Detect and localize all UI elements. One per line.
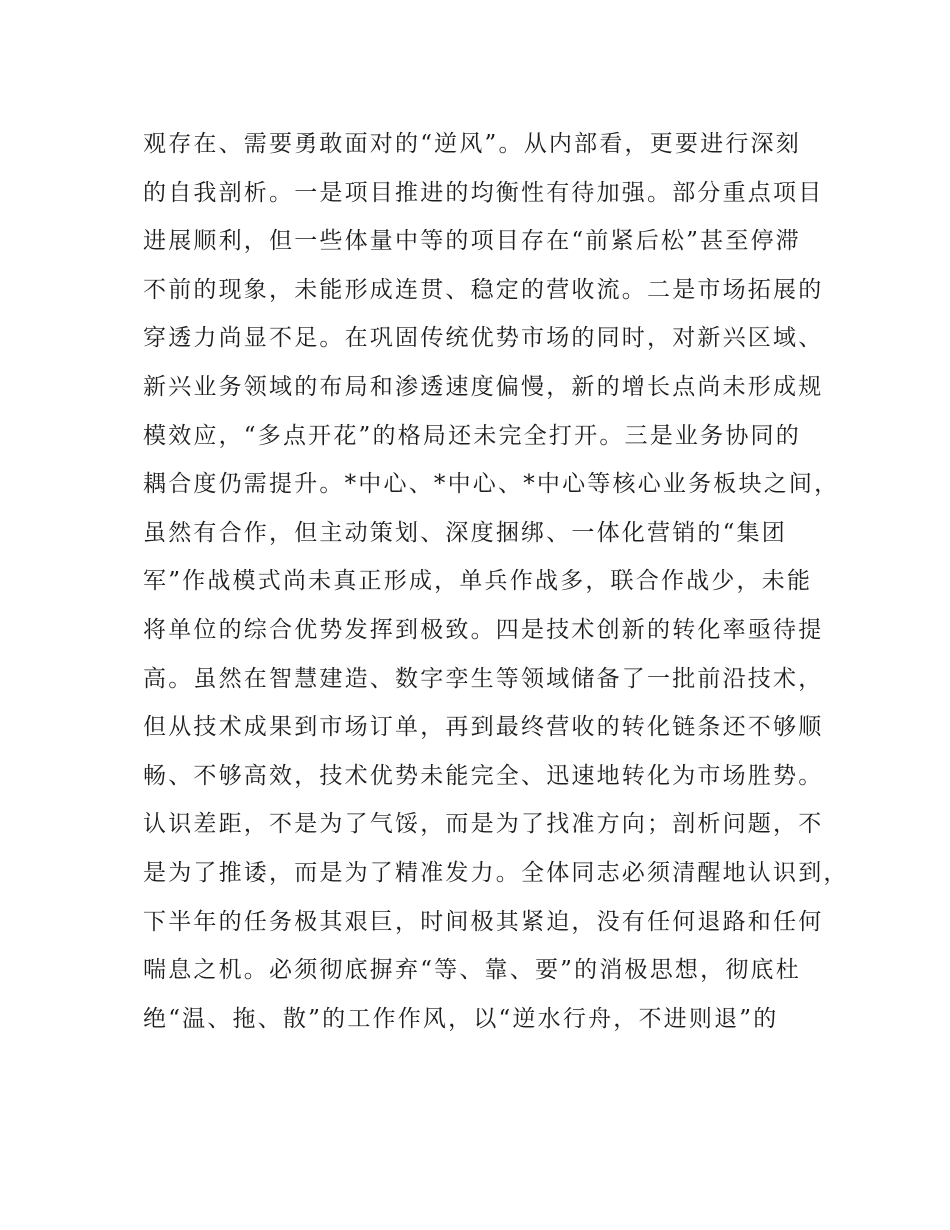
- text-line: 下半年的任务极其艰巨，时间极其紧迫，没有任何退路和任何: [143, 908, 824, 935]
- text-line: 绝“温、拖、散”的工作作风，以“逆水行舟，不进则退”的: [143, 1005, 779, 1032]
- text-line: 的自我剖析。一是项目推进的均衡性有待加强。部分重点项目: [143, 179, 824, 206]
- text-line: 耦合度仍需提升。*中心、*中心、*中心等核心业务板块之间，: [143, 471, 840, 498]
- text-line: 新兴业务领域的布局和渗透速度偏慢，新的增长点尚未形成规: [143, 373, 824, 400]
- text-line: 虽然有合作，但主动策划、深度捆绑、一体化营销的“集团: [143, 519, 787, 546]
- text-line: 不前的现象，未能形成连贯、稳定的营收流。二是市场拓展的: [143, 276, 824, 303]
- text-line: 认识差距，不是为了气馁，而是为了找准方向；剖析问题，不: [143, 811, 824, 838]
- text-line: 畅、不够高效，技术优势未能完全、迅速地转化为市场胜势。: [143, 762, 824, 789]
- text-line: 穿透力尚显不足。在巩固传统优势市场的同时，对新兴区域、: [143, 325, 824, 352]
- text-line: 观存在、需要勇敢面对的“逆风”。从内部看，更要进行深刻: [143, 131, 801, 157]
- text-line: 喘息之机。必须彻底摒弃“等、靠、要”的消极思想，彻底杜: [143, 957, 801, 984]
- text-line: 是为了推诿，而是为了精准发力。全体同志必须清醒地认识到，: [143, 859, 849, 886]
- text-line: 模效应，“多点开花”的格局还未完全打开。三是业务协同的: [143, 422, 801, 449]
- text-line: 但从技术成果到市场订单，再到最终营收的转化链条还不够顺: [143, 714, 824, 741]
- text-line: 进展顺利，但一些体量中等的项目存在“前紧后松”甚至停滞: [143, 228, 801, 255]
- text-line: 高。虽然在智慧建造、数字孪生等领域储备了一批前沿技术，: [143, 665, 824, 692]
- body-text: [143, 120, 849, 1043]
- text-line: 将单位的综合优势发挥到极致。四是技术创新的转化率亟待提: [143, 616, 824, 643]
- text-line: 军”作战模式尚未真正形成，单兵作战多，联合作战少，未能: [143, 568, 813, 595]
